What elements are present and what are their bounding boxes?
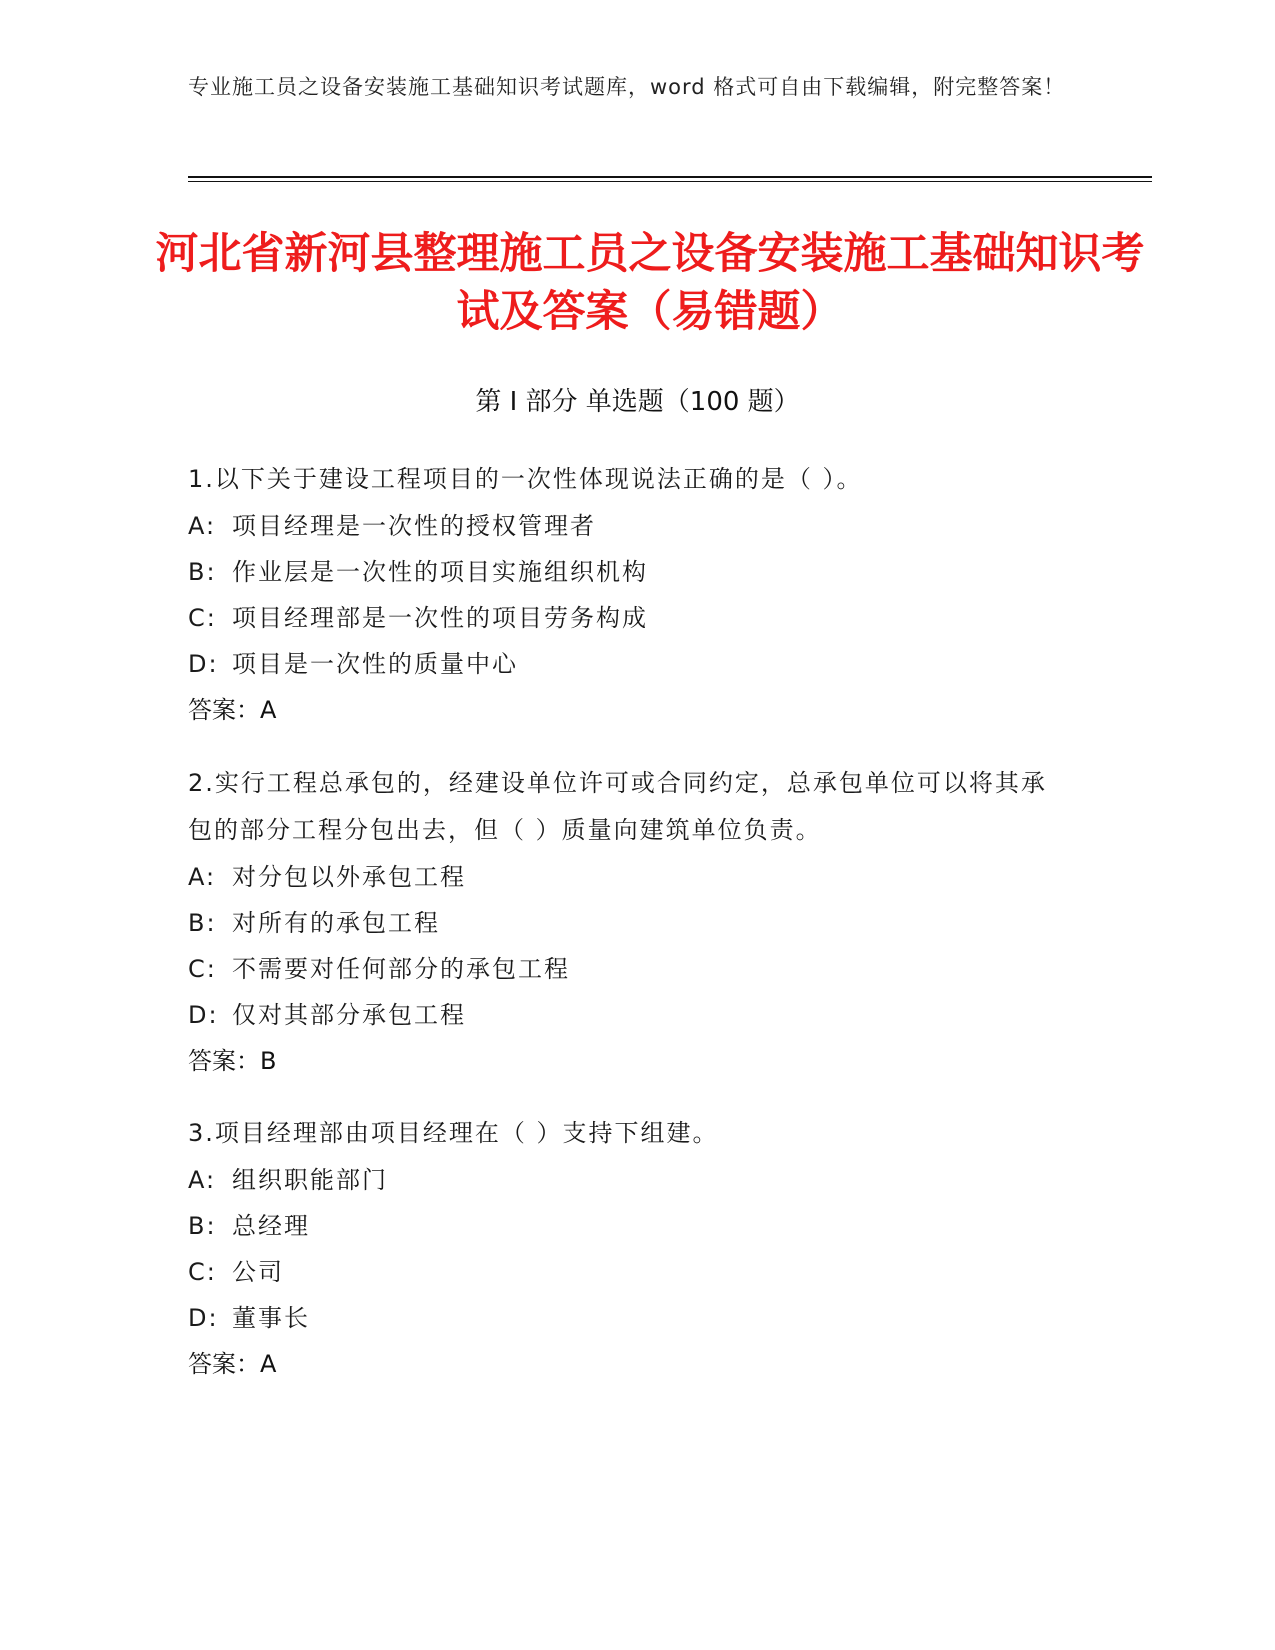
option-text: 对所有的承包工程: [232, 909, 440, 937]
option-text: 对分包以外承包工程: [232, 863, 466, 891]
option-letter: B:: [188, 558, 217, 586]
option-text: 总经理: [232, 1212, 310, 1240]
question-3: [188, 1110, 1068, 1387]
document-title: 河北省新河县整理施工员之设备安装施工基础知识考试及答案（易错题）: [155, 229, 1145, 337]
answer: 答案：A: [188, 1350, 277, 1378]
option-d: [188, 1295, 1068, 1341]
question-stem: 1.以下关于建设工程项目的一次性体现说法正确的是（ ）。: [188, 465, 863, 493]
answer: 答案：B: [188, 1047, 277, 1075]
option-text: 董事长: [232, 1304, 310, 1332]
answer: 答案：A: [188, 696, 277, 724]
option-text: 项目经理部是一次性的项目劳务构成: [232, 604, 648, 632]
option-b: [188, 1203, 1068, 1249]
option-c: [188, 1249, 1068, 1295]
question-2: [188, 760, 1068, 1084]
option-letter: A:: [188, 512, 217, 540]
option-letter: C:: [188, 1258, 217, 1286]
section-heading: 第 I 部分 单选题（100 题）: [475, 387, 800, 417]
option-letter: A:: [188, 863, 217, 891]
option-b: [188, 900, 1068, 946]
option-letter: D:: [188, 650, 219, 678]
option-letter: B:: [188, 1212, 217, 1240]
option-letter: A:: [188, 1166, 217, 1194]
option-c: [188, 595, 1068, 641]
option-text: 作业层是一次性的项目实施组织机构: [232, 558, 648, 586]
header-note: 专业施工员之设备安装施工基础知识考试题库，word 格式可自由下载编辑，附完整答案！: [188, 75, 1066, 99]
option-b: [188, 549, 1068, 595]
question-stem: 3.项目经理部由项目经理在（ ）支持下组建。: [188, 1119, 719, 1147]
option-text: 不需要对任何部分的承包工程: [232, 955, 570, 983]
option-letter: C:: [188, 955, 217, 983]
option-a: [188, 1157, 1068, 1203]
question-1: [188, 456, 1068, 733]
option-d: [188, 992, 1068, 1038]
option-c: [188, 946, 1068, 992]
question-stem: 2.实行工程总承包的，经建设单位许可或合同约定，总承包单位可以将其承包的部分工程分包出去，但（ ）质量向建筑单位负责。: [188, 769, 1047, 844]
option-text: 组织职能部门: [232, 1166, 388, 1194]
option-text: 项目是一次性的质量中心: [232, 650, 518, 678]
header-divider-thick: [188, 176, 1152, 178]
option-letter: B:: [188, 909, 217, 937]
option-d: [188, 641, 1068, 687]
option-text: 仅对其部分承包工程: [232, 1001, 466, 1029]
option-letter: D:: [188, 1001, 219, 1029]
option-a: [188, 854, 1068, 900]
option-text: 公司: [232, 1258, 284, 1286]
option-a: [188, 503, 1068, 549]
option-letter: C:: [188, 604, 217, 632]
header-divider-thin: [188, 181, 1152, 182]
option-text: 项目经理是一次性的授权管理者: [232, 512, 596, 540]
option-letter: D:: [188, 1304, 219, 1332]
